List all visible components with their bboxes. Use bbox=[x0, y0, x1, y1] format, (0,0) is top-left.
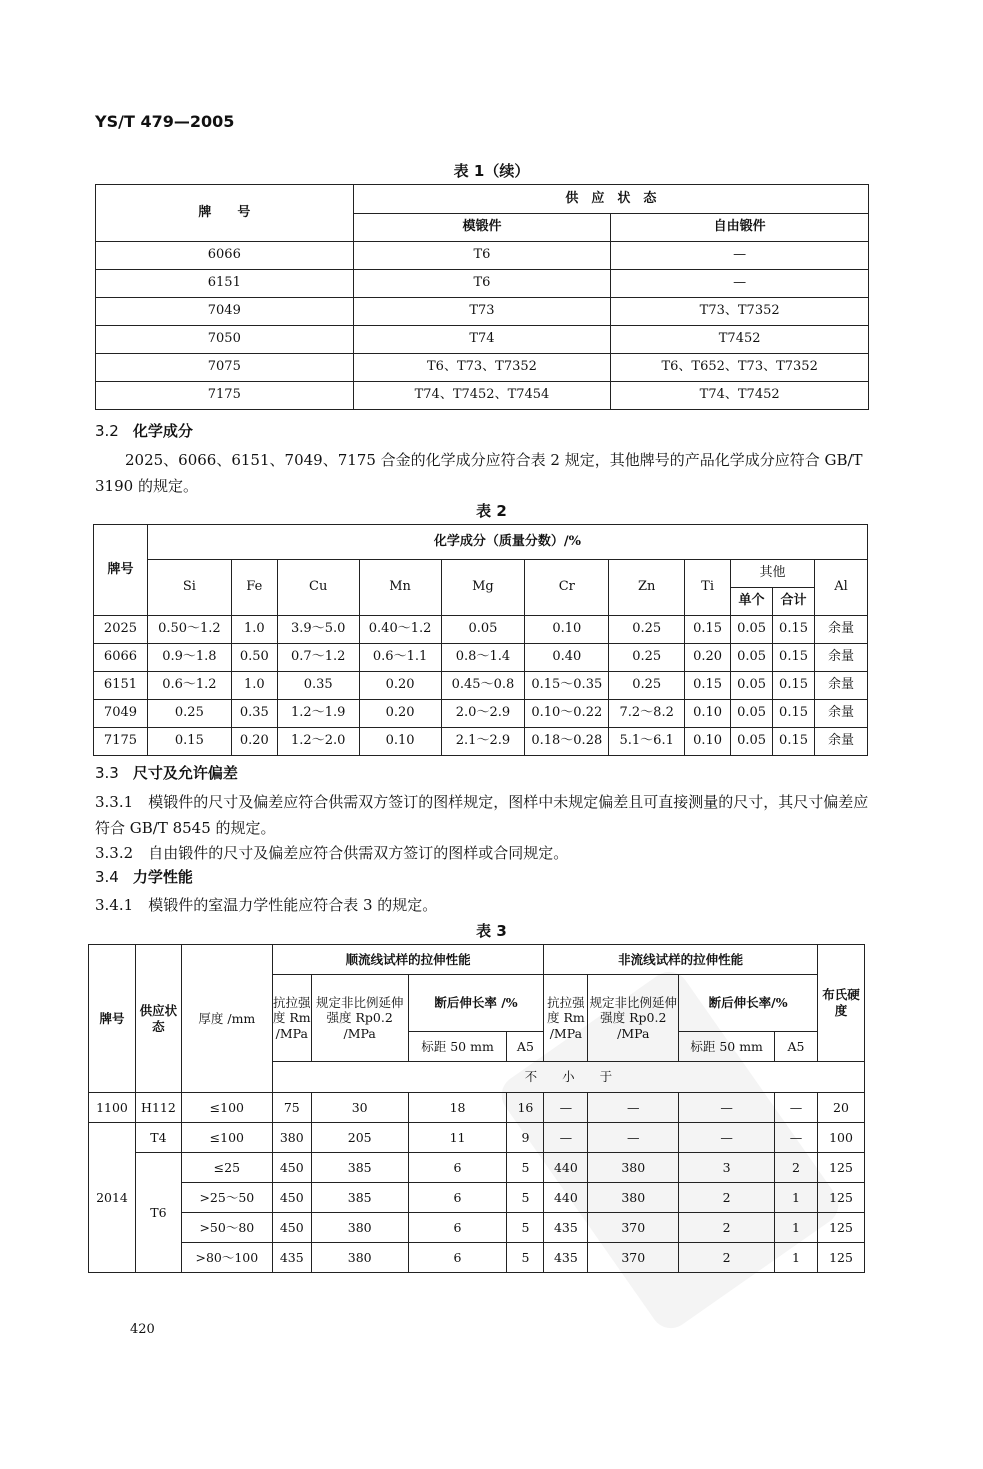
t3-h-nonlong: 非流线试样的拉伸性能 bbox=[544, 945, 818, 975]
t1-cell: T73、T7352 bbox=[611, 298, 869, 326]
t1-cell: — bbox=[611, 270, 869, 298]
t2-h-al: Al bbox=[815, 560, 868, 616]
t3-state: T6 bbox=[135, 1153, 181, 1273]
t3-h-a5-2: A5 bbox=[775, 1032, 818, 1062]
page-number: 420 bbox=[130, 1322, 155, 1337]
section-title: 尺寸及允许偏差 bbox=[132, 764, 238, 782]
t2-cell: 0.15 bbox=[685, 672, 731, 700]
t1-cell: 6066 bbox=[96, 242, 354, 270]
section-title: 力学性能 bbox=[132, 868, 193, 886]
t2-cell: 0.15 bbox=[773, 616, 815, 644]
t3-cell: 6 bbox=[408, 1183, 507, 1213]
t3-cell: — bbox=[588, 1123, 679, 1153]
t2-col-header: Si bbox=[147, 560, 231, 616]
t2-cell: 1.0 bbox=[231, 616, 277, 644]
t3-cell: 5 bbox=[507, 1213, 544, 1243]
section-title: 化学成分 bbox=[132, 422, 193, 440]
t2-cell: 0.9～1.8 bbox=[147, 644, 231, 672]
t3-thick: ≤25 bbox=[181, 1153, 272, 1183]
clause-text: 模锻件的室温力学性能应符合表 3 的规定。 bbox=[148, 896, 438, 914]
t2-cell: 6151 bbox=[94, 672, 148, 700]
t1-cell: T6、T652、T73、T7352 bbox=[611, 354, 869, 382]
t1-h-supply: 供 应 状 态 bbox=[353, 185, 868, 214]
clause-num: 3.3.1 bbox=[95, 793, 134, 811]
clause-text: 模锻件的尺寸及偏差应符合供需双方签订的图样规定，图样中未规定偏差且可直接测量的尺寸，其尺寸偏差应符合 GB/T 8545 的规定。 bbox=[95, 793, 869, 837]
t3-cell: 385 bbox=[311, 1153, 408, 1183]
t2-cell: 0.40～1.2 bbox=[359, 616, 441, 644]
t1-h-die: 模锻件 bbox=[353, 214, 611, 242]
table-row bbox=[89, 1153, 865, 1183]
t3-cell: 125 bbox=[817, 1213, 864, 1243]
table1-caption: 表 1（续） bbox=[453, 162, 530, 180]
t1-cell: 7075 bbox=[96, 354, 354, 382]
table-row bbox=[89, 1243, 865, 1273]
t2-cell: 余量 bbox=[815, 700, 868, 728]
t2-cell: 0.35 bbox=[277, 672, 359, 700]
t1-cell: T74、T7452、T7454 bbox=[353, 382, 611, 410]
t3-cell: 440 bbox=[544, 1183, 588, 1213]
t2-cell: 2.0～2.9 bbox=[441, 700, 525, 728]
table-row bbox=[94, 700, 868, 728]
t2-cell: 0.18～0.28 bbox=[525, 728, 609, 756]
t3-h-long: 顺流线试样的拉伸性能 bbox=[272, 945, 544, 975]
t3-cell: 125 bbox=[817, 1183, 864, 1213]
table-row bbox=[96, 326, 869, 354]
table-row bbox=[89, 1093, 865, 1123]
t3-cell: 1 bbox=[775, 1243, 818, 1273]
t2-cell: 2.1～2.9 bbox=[441, 728, 525, 756]
clause-text: 自由锻件的尺寸及偏差应符合供需双方签订的图样或合同规定。 bbox=[148, 844, 569, 862]
t2-col-header: Ti bbox=[685, 560, 731, 616]
t2-cell: 0.15 bbox=[685, 616, 731, 644]
t3-cell: 5 bbox=[507, 1183, 544, 1213]
t3-cell: — bbox=[775, 1123, 818, 1153]
t3-cell: 450 bbox=[272, 1213, 311, 1243]
t3-state: H112 bbox=[135, 1093, 181, 1123]
t2-col-header: Cr bbox=[525, 560, 609, 616]
t3-cell: 6 bbox=[408, 1243, 507, 1273]
t3-cell: 100 bbox=[817, 1123, 864, 1153]
t2-cell: 余量 bbox=[815, 672, 868, 700]
t1-cell: — bbox=[611, 242, 869, 270]
t3-cell: 125 bbox=[817, 1153, 864, 1183]
t1-cell: 7049 bbox=[96, 298, 354, 326]
t2-cell: 余量 bbox=[815, 728, 868, 756]
section-num: 3.2 bbox=[95, 422, 119, 440]
t3-cell: 380 bbox=[311, 1243, 408, 1273]
table-row bbox=[96, 242, 869, 270]
t2-col-header: Mg bbox=[441, 560, 525, 616]
t2-cell: 0.20 bbox=[685, 644, 731, 672]
t3-h-brand: 牌号 bbox=[89, 945, 136, 1093]
t3-brand: 2014 bbox=[89, 1123, 136, 1273]
t2-h-comp: 化学成分（质量分数）/% bbox=[147, 525, 867, 560]
t3-cell: — bbox=[775, 1093, 818, 1123]
t3-cell: 2 bbox=[679, 1183, 775, 1213]
t2-cell: 0.05 bbox=[731, 700, 773, 728]
table-row bbox=[94, 672, 868, 700]
t2-cell: 0.25 bbox=[147, 700, 231, 728]
t3-cell: 1 bbox=[775, 1213, 818, 1243]
t3-h-hard: 布氏硬度 bbox=[817, 945, 864, 1062]
t3-cell: 380 bbox=[272, 1123, 311, 1153]
section-num: 3.4 bbox=[95, 868, 119, 886]
t3-cell: 5 bbox=[507, 1243, 544, 1273]
t3-cell: — bbox=[679, 1123, 775, 1153]
t3-cell: 1 bbox=[775, 1183, 818, 1213]
t2-cell: 0.05 bbox=[731, 728, 773, 756]
t2-cell: 0.15 bbox=[773, 644, 815, 672]
table-row bbox=[94, 616, 868, 644]
clause-num: 3.4.1 bbox=[95, 896, 134, 914]
table2 bbox=[93, 524, 868, 756]
t2-cell: 7175 bbox=[94, 728, 148, 756]
t1-cell: T7452 bbox=[611, 326, 869, 354]
t2-cell: 0.20 bbox=[359, 672, 441, 700]
t3-brand: 1100 bbox=[89, 1093, 136, 1123]
t1-cell: 6151 bbox=[96, 270, 354, 298]
t3-h-rm: 抗拉强度 Rm /MPa bbox=[272, 975, 311, 1062]
table2-caption: 表 2 bbox=[476, 502, 507, 520]
t1-cell: 7175 bbox=[96, 382, 354, 410]
t3-h-rp2: 规定非比例延伸强度 Rp0.2 /MPa bbox=[588, 975, 679, 1062]
s332-text bbox=[95, 840, 870, 866]
t1-cell: T74 bbox=[353, 326, 611, 354]
t3-cell: 20 bbox=[817, 1093, 864, 1123]
t2-cell: 0.8～1.4 bbox=[441, 644, 525, 672]
t3-cell: — bbox=[544, 1123, 588, 1153]
t1-cell: T74、T7452 bbox=[611, 382, 869, 410]
t3-cell: 440 bbox=[544, 1153, 588, 1183]
t2-cell: 0.15～0.35 bbox=[525, 672, 609, 700]
t3-h-state: 供应状态 bbox=[135, 945, 181, 1093]
t3-cell: 370 bbox=[588, 1243, 679, 1273]
t2-h-total: 合计 bbox=[773, 588, 815, 616]
t3-cell: 380 bbox=[311, 1213, 408, 1243]
t2-col-header: Mn bbox=[359, 560, 441, 616]
t2-cell: 0.20 bbox=[231, 728, 277, 756]
table-row bbox=[89, 1123, 865, 1153]
t2-cell: 0.35 bbox=[231, 700, 277, 728]
t2-cell: 0.6～1.2 bbox=[147, 672, 231, 700]
t2-cell: 0.6～1.1 bbox=[359, 644, 441, 672]
table1 bbox=[95, 184, 869, 410]
table-row bbox=[96, 354, 869, 382]
t3-h-rp: 规定非比例延伸强度 Rp0.2 /MPa bbox=[311, 975, 408, 1062]
t3-cell: 450 bbox=[272, 1183, 311, 1213]
table-row bbox=[89, 1213, 865, 1243]
t2-cell: 0.10～0.22 bbox=[525, 700, 609, 728]
t3-cell: 205 bbox=[311, 1123, 408, 1153]
section-num: 3.3 bbox=[95, 764, 119, 782]
t3-h-rm2: 抗拉强度 Rm /MPa bbox=[544, 975, 588, 1062]
t1-cell: T6 bbox=[353, 270, 611, 298]
s331-text bbox=[95, 789, 870, 841]
t3-cell: 385 bbox=[311, 1183, 408, 1213]
t2-cell: 2025 bbox=[94, 616, 148, 644]
s32-text: 2025、6066、6151、7049、7175 合金的化学成分应符合表 2 规定，其他牌号的产品化学成分应符合 GB/T 3190 的规定。 bbox=[95, 451, 863, 495]
table-row bbox=[96, 270, 869, 298]
t3-h-gauge: 标距 50 mm bbox=[408, 1032, 507, 1062]
table3-caption: 表 3 bbox=[476, 922, 507, 940]
t3-cell: 2 bbox=[775, 1153, 818, 1183]
t3-cell: 435 bbox=[272, 1243, 311, 1273]
t2-cell: 0.05 bbox=[731, 644, 773, 672]
t2-cell: 0.7～1.2 bbox=[277, 644, 359, 672]
table3 bbox=[88, 944, 865, 1273]
section-3-4 bbox=[95, 866, 193, 887]
t2-cell: 0.05 bbox=[731, 616, 773, 644]
t2-cell: 0.10 bbox=[525, 616, 609, 644]
t2-cell: 余量 bbox=[815, 644, 868, 672]
t1-cell: T6、T73、T7352 bbox=[353, 354, 611, 382]
t2-cell: 6066 bbox=[94, 644, 148, 672]
t2-cell: 0.05 bbox=[441, 616, 525, 644]
t2-cell: 1.0 bbox=[231, 672, 277, 700]
t2-cell: 0.05 bbox=[731, 672, 773, 700]
t2-cell: 0.15 bbox=[147, 728, 231, 756]
t3-h-elong2: 断后伸长率/% bbox=[679, 975, 818, 1032]
t3-cell: 380 bbox=[588, 1153, 679, 1183]
section-3-2 bbox=[95, 420, 193, 441]
t2-h-single: 单个 bbox=[731, 588, 773, 616]
t2-col-header: Fe bbox=[231, 560, 277, 616]
t1-h-free: 自由锻件 bbox=[611, 214, 869, 242]
table-row bbox=[96, 298, 869, 326]
t3-cell: 6 bbox=[408, 1213, 507, 1243]
t2-cell: 5.1～6.1 bbox=[609, 728, 685, 756]
t3-thick: ≤100 bbox=[181, 1123, 272, 1153]
t3-cell: 6 bbox=[408, 1153, 507, 1183]
t2-cell: 0.45～0.8 bbox=[441, 672, 525, 700]
t3-cell: — bbox=[544, 1093, 588, 1123]
t3-cell: 16 bbox=[507, 1093, 544, 1123]
table-row bbox=[94, 728, 868, 756]
t3-thick: ≤100 bbox=[181, 1093, 272, 1123]
t2-cell: 0.50 bbox=[231, 644, 277, 672]
table-row bbox=[89, 1183, 865, 1213]
t2-cell: 7049 bbox=[94, 700, 148, 728]
t3-cell: 370 bbox=[588, 1213, 679, 1243]
t3-cell: 5 bbox=[507, 1153, 544, 1183]
t2-cell: 0.10 bbox=[359, 728, 441, 756]
t3-cell: 435 bbox=[544, 1213, 588, 1243]
t3-thick: >25～50 bbox=[181, 1183, 272, 1213]
t3-cell: 125 bbox=[817, 1243, 864, 1273]
t3-cell: 450 bbox=[272, 1153, 311, 1183]
s341-text bbox=[95, 892, 870, 918]
t3-cell: 380 bbox=[588, 1183, 679, 1213]
t3-cell: 2 bbox=[679, 1213, 775, 1243]
clause-num: 3.3.2 bbox=[95, 844, 134, 862]
t3-cell: 9 bbox=[507, 1123, 544, 1153]
t2-cell: 0.10 bbox=[685, 728, 731, 756]
t3-cell: 435 bbox=[544, 1243, 588, 1273]
t1-cell: 7050 bbox=[96, 326, 354, 354]
t2-h-other: 其他 bbox=[731, 560, 815, 588]
table-row bbox=[96, 382, 869, 410]
t3-h-gauge2: 标距 50 mm bbox=[679, 1032, 775, 1062]
t2-cell: 余量 bbox=[815, 616, 868, 644]
t3-state: T4 bbox=[135, 1123, 181, 1153]
t1-cell: T6 bbox=[353, 242, 611, 270]
t3-cell: 11 bbox=[408, 1123, 507, 1153]
t3-cell: 75 bbox=[272, 1093, 311, 1123]
t2-cell: 0.15 bbox=[773, 672, 815, 700]
t3-h-elong: 断后伸长率 /% bbox=[408, 975, 544, 1032]
t3-h-thick: 厚度 /mm bbox=[181, 945, 272, 1093]
t3-thick: >50～80 bbox=[181, 1213, 272, 1243]
t2-cell: 0.50～1.2 bbox=[147, 616, 231, 644]
t2-cell: 0.20 bbox=[359, 700, 441, 728]
t2-cell: 3.9～5.0 bbox=[277, 616, 359, 644]
standard-code: YS/T 479—2005 bbox=[95, 112, 235, 131]
section-3-3 bbox=[95, 762, 238, 783]
t3-h-min: 不 小 于 bbox=[272, 1062, 864, 1093]
t2-col-header: Zn bbox=[609, 560, 685, 616]
t1-h-brand: 牌 号 bbox=[96, 185, 354, 242]
t2-cell: 0.25 bbox=[609, 672, 685, 700]
t3-cell: 3 bbox=[679, 1153, 775, 1183]
t2-cell: 1.2～1.9 bbox=[277, 700, 359, 728]
t2-col-header: Cu bbox=[277, 560, 359, 616]
t2-cell: 7.2～8.2 bbox=[609, 700, 685, 728]
t3-thick: >80～100 bbox=[181, 1243, 272, 1273]
t3-cell: 18 bbox=[408, 1093, 507, 1123]
t2-cell: 1.2～2.0 bbox=[277, 728, 359, 756]
t3-cell: 2 bbox=[679, 1243, 775, 1273]
t2-cell: 0.15 bbox=[773, 728, 815, 756]
t2-cell: 0.25 bbox=[609, 644, 685, 672]
t2-cell: 0.25 bbox=[609, 616, 685, 644]
t3-cell: 30 bbox=[311, 1093, 408, 1123]
t3-cell: — bbox=[588, 1093, 679, 1123]
t3-cell: — bbox=[679, 1093, 775, 1123]
t2-cell: 0.40 bbox=[525, 644, 609, 672]
t3-h-a5: A5 bbox=[507, 1032, 544, 1062]
t2-cell: 0.10 bbox=[685, 700, 731, 728]
t2-h-brand: 牌号 bbox=[94, 525, 148, 616]
table-row bbox=[94, 644, 868, 672]
t1-cell: T73 bbox=[353, 298, 611, 326]
t2-cell: 0.15 bbox=[773, 700, 815, 728]
